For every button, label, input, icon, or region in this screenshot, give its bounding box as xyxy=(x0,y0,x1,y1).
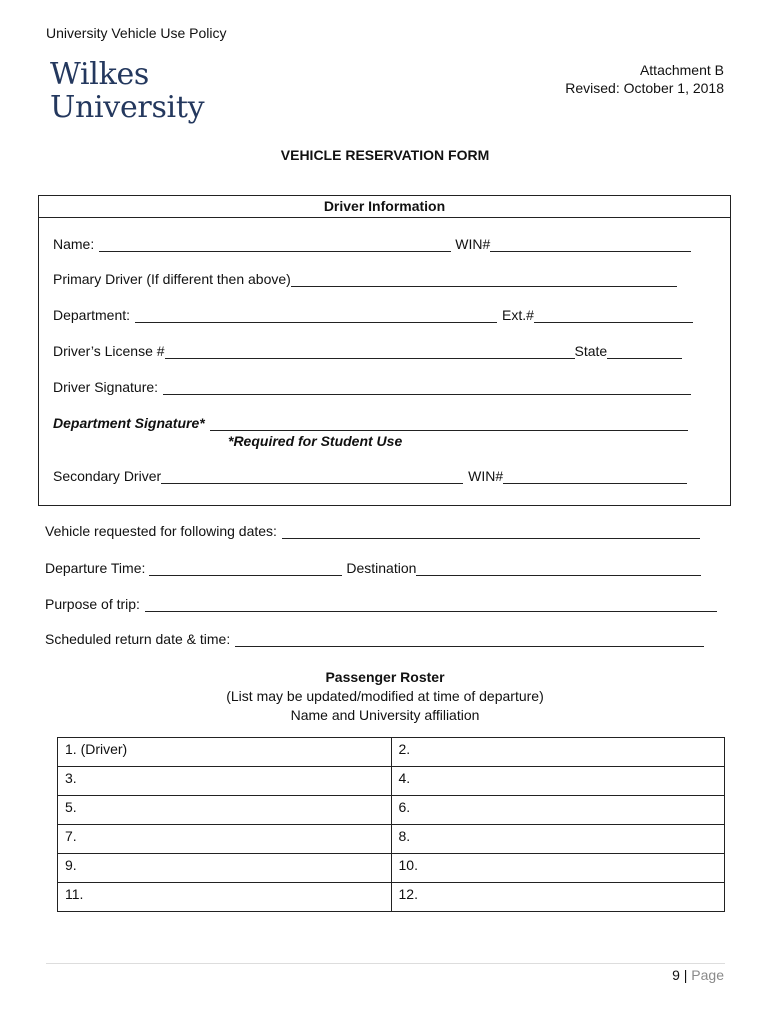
passenger-roster-table xyxy=(57,737,725,912)
win-field[interactable] xyxy=(490,237,691,252)
footer-divider xyxy=(46,963,725,964)
primary-driver-field[interactable] xyxy=(291,272,677,287)
return-row xyxy=(45,631,704,647)
departure-label: Departure Time: xyxy=(45,560,146,576)
name-field[interactable] xyxy=(99,237,451,252)
table-row xyxy=(58,825,725,854)
table-row xyxy=(58,767,725,796)
primary-driver-label: Primary Driver (If different then above) xyxy=(53,271,291,287)
table-row xyxy=(58,796,725,825)
department-signature-label: Department Signature* xyxy=(53,415,205,431)
purpose-row xyxy=(45,596,717,612)
logo-line-1: Wilkes xyxy=(50,57,150,92)
name-row xyxy=(53,236,691,252)
passenger-cell[interactable]: 7. xyxy=(58,825,392,854)
department-signature-field[interactable] xyxy=(210,416,688,431)
passenger-cell[interactable]: 8. xyxy=(391,825,725,854)
secondary-win-field[interactable] xyxy=(503,469,687,484)
passenger-cell[interactable]: 4. xyxy=(391,767,725,796)
passenger-cell[interactable]: 1. (Driver) xyxy=(58,738,392,767)
passenger-cell[interactable]: 9. xyxy=(58,854,392,883)
primary-driver-row xyxy=(53,271,677,287)
policy-title: University Vehicle Use Policy xyxy=(46,25,227,41)
department-field[interactable] xyxy=(135,308,497,323)
dates-row xyxy=(45,523,700,539)
required-note: *Required for Student Use xyxy=(228,433,403,449)
table-row xyxy=(58,854,725,883)
page-separator: | xyxy=(683,967,688,983)
secondary-driver-field[interactable] xyxy=(161,469,463,484)
ext-label: Ext.# xyxy=(502,307,534,323)
driver-signature-field[interactable] xyxy=(163,380,691,395)
secondary-driver-label: Secondary Driver xyxy=(53,468,162,484)
university-logo xyxy=(50,58,204,124)
revised-date: Revised: October 1, 2018 xyxy=(565,80,724,96)
license-label: Driver’s License # xyxy=(53,343,165,359)
destination-field[interactable] xyxy=(416,561,701,576)
logo-line-2: University xyxy=(50,90,205,125)
passenger-cell[interactable]: 11. xyxy=(58,883,392,912)
purpose-field[interactable] xyxy=(145,597,717,612)
dates-label: Vehicle requested for following dates: xyxy=(45,523,277,539)
win-label: WIN# xyxy=(455,236,491,252)
driver-signature-row xyxy=(53,379,691,395)
department-row xyxy=(53,307,693,323)
passenger-cell[interactable]: 12. xyxy=(391,883,725,912)
attachment-info xyxy=(565,61,724,97)
table-row xyxy=(58,738,725,767)
dates-field[interactable] xyxy=(282,524,700,539)
return-label: Scheduled return date & time: xyxy=(45,631,231,647)
roster-subtitle: Name and University affiliation xyxy=(290,707,480,723)
roster-title: Passenger Roster xyxy=(325,669,445,685)
page-number-value: 9 xyxy=(672,967,680,983)
return-field[interactable] xyxy=(235,632,704,647)
driver-information-heading: Driver Information xyxy=(39,196,730,218)
purpose-label: Purpose of trip: xyxy=(45,596,140,612)
passenger-roster-header xyxy=(0,668,770,725)
form-title: VEHICLE RESERVATION FORM xyxy=(280,147,490,163)
roster-note: (List may be updated/modified at time of departure) xyxy=(226,688,544,704)
secondary-driver-row xyxy=(53,468,687,484)
state-field[interactable] xyxy=(607,344,682,359)
department-signature-row xyxy=(53,415,688,431)
attachment-label: Attachment B xyxy=(639,62,724,78)
page-number xyxy=(672,967,724,983)
passenger-cell[interactable]: 10. xyxy=(391,854,725,883)
name-label: Name: xyxy=(53,236,95,252)
license-row xyxy=(53,343,682,359)
departure-row xyxy=(45,560,701,576)
table-row xyxy=(58,883,725,912)
passenger-cell[interactable]: 6. xyxy=(391,796,725,825)
secondary-win-label: WIN# xyxy=(468,468,504,484)
ext-field[interactable] xyxy=(534,308,693,323)
passenger-cell[interactable]: 2. xyxy=(391,738,725,767)
license-field[interactable] xyxy=(165,344,575,359)
passenger-cell[interactable]: 3. xyxy=(58,767,392,796)
destination-label: Destination xyxy=(346,560,417,576)
passenger-cell[interactable]: 5. xyxy=(58,796,392,825)
driver-signature-label: Driver Signature: xyxy=(53,379,159,395)
departure-time-field[interactable] xyxy=(149,561,342,576)
page-label: Page xyxy=(691,967,724,983)
state-label: State xyxy=(574,343,608,359)
department-label: Department: xyxy=(53,307,131,323)
